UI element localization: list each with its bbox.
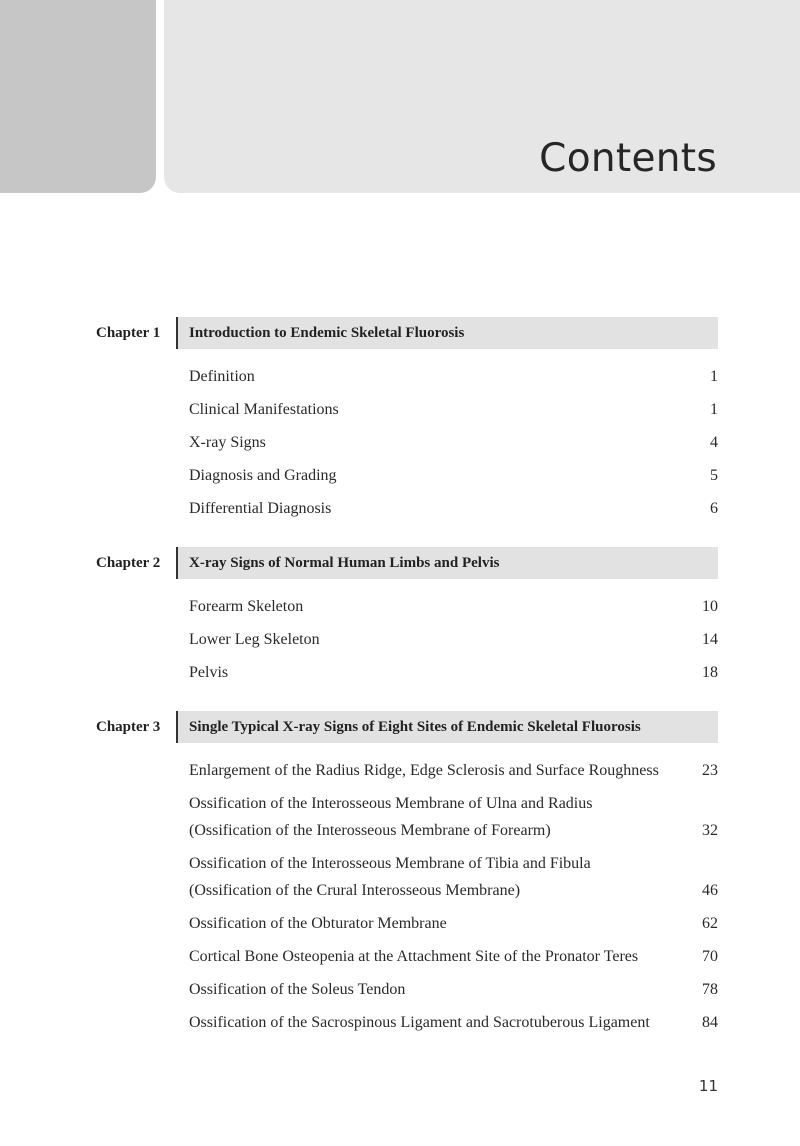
chapter-label: Chapter 1	[96, 325, 161, 341]
toc-entry-text: Clinical Manifestations	[189, 401, 339, 418]
toc-entry[interactable]	[189, 495, 718, 522]
chapter-title-bar	[176, 547, 718, 579]
toc-entry-text: (Ossification of the Interosseous Membrane of Forearm)	[189, 822, 551, 839]
chapter-title-bar	[176, 317, 718, 349]
chapter-label: Chapter 3	[96, 719, 161, 735]
chapter-title[interactable]: X-ray Signs of Normal Human Limbs and Pelvis	[189, 555, 500, 571]
toc-entry-page: 10	[702, 598, 718, 615]
toc-entry-page: 6	[710, 500, 718, 517]
toc-entry-text: X-ray Signs	[189, 434, 266, 451]
toc-entry[interactable]	[189, 1009, 718, 1036]
toc-entry[interactable]	[189, 396, 718, 423]
toc-entry-text: Differential Diagnosis	[189, 500, 332, 517]
toc-entry-text: Ossification of the Obturator Membrane	[189, 915, 447, 932]
toc-entry-text: Ossification of the Interosseous Membrane of Ulna and Radius	[189, 795, 593, 812]
toc-entry-text: Pelvis	[189, 664, 229, 681]
toc-entry[interactable]	[189, 976, 718, 1003]
toc-entry-text: Ossification of the Soleus Tendon	[189, 981, 406, 998]
toc-entry-text: (Ossification of the Crural Interosseous Membrane)	[189, 882, 521, 899]
page-number: 11	[698, 1077, 718, 1095]
toc-entry-text: Diagnosis and Grading	[189, 467, 337, 484]
toc-entry[interactable]	[189, 429, 718, 456]
toc-entry-page: 4	[710, 434, 718, 451]
toc-entry[interactable]	[189, 790, 718, 844]
toc-entry[interactable]	[189, 626, 718, 653]
toc-entry-page: 23	[702, 762, 718, 779]
chapter-title[interactable]: Introduction to Endemic Skeletal Fluorosis	[189, 325, 465, 341]
toc-entry-page: 1	[710, 401, 718, 418]
toc-entry-text: Enlargement of the Radius Ridge, Edge Sclerosis and Surface Roughness	[189, 762, 659, 779]
toc-entry[interactable]	[189, 659, 718, 686]
toc-entry-page: 62	[702, 915, 718, 932]
toc-entry-page: 18	[702, 664, 718, 681]
toc-entry[interactable]	[189, 462, 718, 489]
toc-entry-text: Forearm Skeleton	[189, 598, 304, 615]
page-title: Contents	[539, 136, 717, 181]
toc-entry-page: 46	[702, 882, 718, 899]
toc-entry-page: 70	[702, 948, 718, 965]
toc-entry-text: Lower Leg Skeleton	[189, 631, 320, 648]
toc-entry-text: Ossification of the Sacrospinous Ligament and Sacrotuberous Ligament	[189, 1014, 650, 1031]
toc-entry[interactable]	[189, 850, 718, 904]
toc-entry-text: Definition	[189, 368, 255, 385]
chapter-title-bar	[176, 711, 718, 743]
toc-entry-page: 32	[702, 822, 718, 839]
toc-entry[interactable]	[189, 593, 718, 620]
toc-entry-text: Cortical Bone Osteopenia at the Attachment Site of the Pronator Teres	[189, 948, 639, 965]
toc-entry-text: Ossification of the Interosseous Membrane of Tibia and Fibula	[189, 855, 591, 872]
toc-entry[interactable]	[189, 363, 718, 390]
toc-entry-page: 1	[710, 368, 718, 385]
toc-entry[interactable]	[189, 943, 718, 970]
toc-entry[interactable]	[189, 757, 718, 784]
toc-entry[interactable]	[189, 910, 718, 937]
chapter-title[interactable]: Single Typical X-ray Signs of Eight Sites of Endemic Skeletal Fluorosis	[189, 719, 641, 735]
toc-entry-page: 84	[702, 1014, 718, 1031]
toc-entry-page: 5	[710, 467, 718, 484]
toc-entry-page: 78	[702, 981, 718, 998]
toc-entry-page: 14	[702, 631, 718, 648]
chapter-label: Chapter 2	[96, 555, 161, 571]
header-tab-left	[0, 0, 156, 193]
